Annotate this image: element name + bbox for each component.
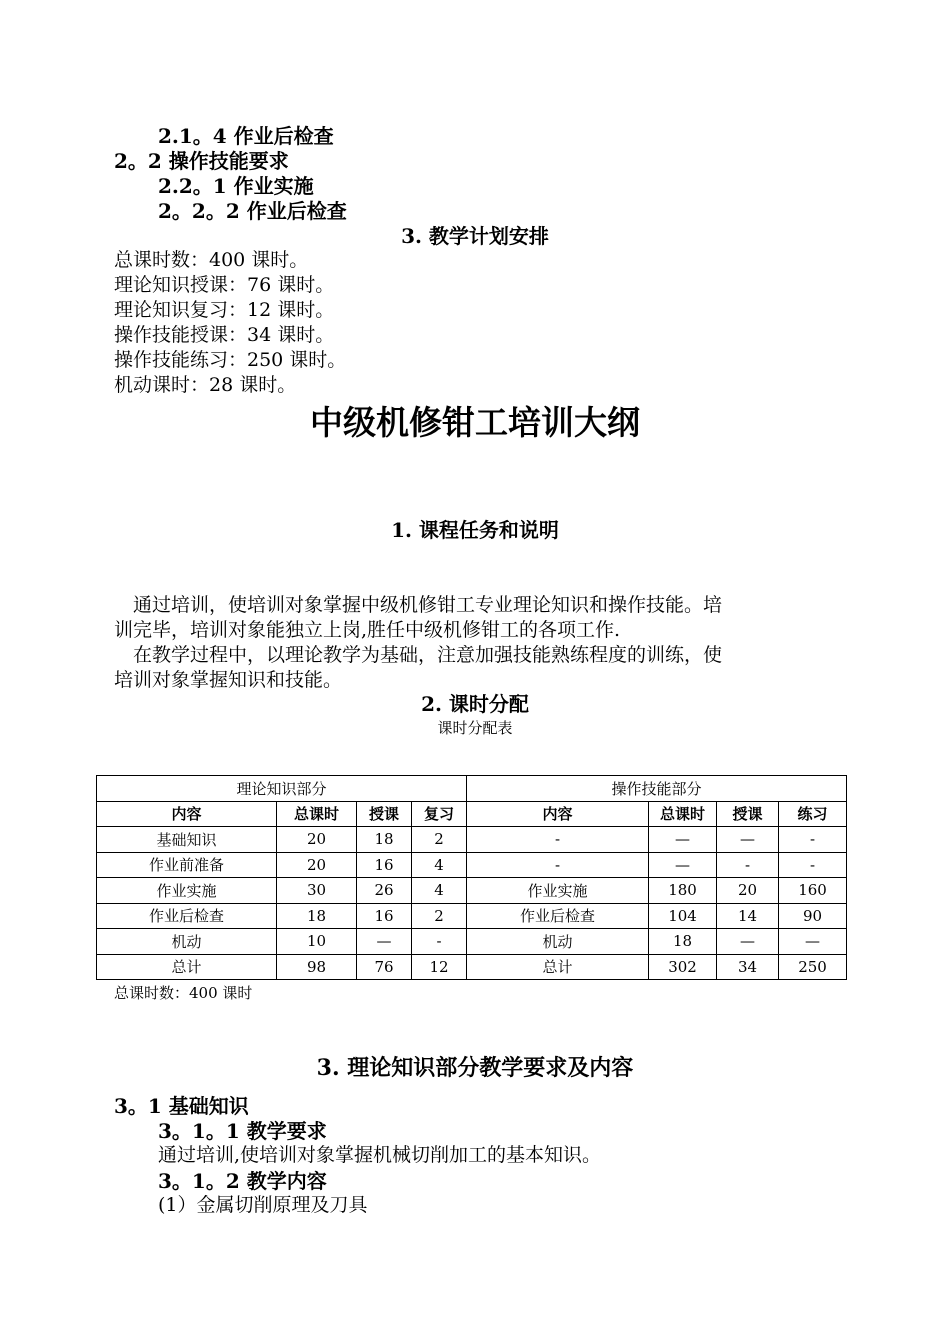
- table-cell: 14: [717, 903, 779, 929]
- table-cell: 98: [277, 954, 357, 980]
- table-cell: -: [717, 852, 779, 878]
- table-cell: 作业实施: [467, 878, 649, 904]
- heading-2-2-1: 2.2。1 作业实施: [158, 174, 314, 198]
- section-3-heading: 3. 理论知识部分教学要求及内容: [316, 1055, 634, 1081]
- table-cell: 总计: [467, 954, 649, 980]
- heading-3-1-2: 3。1。2 教学内容: [158, 1169, 327, 1193]
- column-header: 复习: [412, 801, 467, 827]
- table-cell: 34: [717, 954, 779, 980]
- plan-line: 操作技能授课：34 课时。: [114, 324, 335, 346]
- column-header: 内容: [467, 801, 649, 827]
- table-row: [97, 852, 847, 878]
- table-cell: 作业前准备: [97, 852, 277, 878]
- table-cell: 机动: [467, 929, 649, 955]
- table-row: [97, 878, 847, 904]
- section-1-paragraph: 在教学过程中，以理论教学为基础，注意加强技能熟练程度的训练，使: [133, 644, 723, 666]
- table-cell: —: [649, 852, 717, 878]
- section-1-heading: 1. 课程任务和说明: [391, 518, 559, 542]
- plan-line: 总课时数：400 课时。: [114, 249, 309, 271]
- column-header: 总课时: [277, 801, 357, 827]
- table-cell: 2: [412, 827, 467, 853]
- heading-2-1-4: 2.1。4 作业后检查: [158, 124, 334, 148]
- table-cell: 20: [277, 827, 357, 853]
- hours-allocation-table: [96, 775, 847, 980]
- table-cell: —: [649, 827, 717, 853]
- table-cell: 2: [412, 903, 467, 929]
- table-group-header-row: [97, 776, 847, 802]
- document-title: 中级机修钳工培训大纲: [310, 403, 640, 442]
- table-cell: 76: [357, 954, 412, 980]
- section-2-heading: 2. 课时分配: [421, 692, 529, 716]
- table-cell: 18: [649, 929, 717, 955]
- table-cell: 4: [412, 852, 467, 878]
- column-header: 授课: [357, 801, 412, 827]
- table-cell: 16: [357, 903, 412, 929]
- table-group-skills: 操作技能部分: [467, 776, 847, 802]
- column-header: 总课时: [649, 801, 717, 827]
- heading-2-2-2: 2。2。2 作业后检查: [158, 199, 347, 223]
- table-cell: 20: [277, 852, 357, 878]
- table-cell: 26: [357, 878, 412, 904]
- table-cell: —: [779, 929, 847, 955]
- table-group-theory: 理论知识部分: [97, 776, 467, 802]
- table-cell: 16: [357, 852, 412, 878]
- table-cell: 18: [357, 827, 412, 853]
- column-header: 练习: [779, 801, 847, 827]
- table-cell: -: [467, 827, 649, 853]
- table-cell: —: [717, 929, 779, 955]
- column-header: 授课: [717, 801, 779, 827]
- plan-heading: 3. 教学计划安排: [401, 224, 549, 248]
- table-cell: 180: [649, 878, 717, 904]
- table-cell: -: [412, 929, 467, 955]
- section-1-paragraph: 培训对象掌握知识和技能。: [114, 669, 343, 691]
- table-cell: 作业后检查: [467, 903, 649, 929]
- heading-2-2: 2。2 操作技能要求: [114, 149, 289, 173]
- table-cell: -: [779, 827, 847, 853]
- plan-line: 操作技能练习：250 课时。: [114, 349, 347, 371]
- section-3-1-1-text: 通过培训,使培训对象掌握机械切削加工的基本知识。: [158, 1144, 602, 1166]
- table-cell: 90: [779, 903, 847, 929]
- heading-3-1: 3。1 基础知识: [114, 1094, 249, 1118]
- table-cell: —: [357, 929, 412, 955]
- table-cell: -: [779, 852, 847, 878]
- section-1-paragraph: 通过培训，使培训对象掌握中级机修钳工专业理论知识和操作技能。培: [133, 594, 723, 616]
- table-row: [97, 827, 847, 853]
- table-column-header-row: [97, 801, 847, 827]
- table-cell: 作业后检查: [97, 903, 277, 929]
- column-header: 内容: [97, 801, 277, 827]
- table-cell: 18: [277, 903, 357, 929]
- table-row: [97, 929, 847, 955]
- table-total-row: [97, 954, 847, 980]
- table-cell: 10: [277, 929, 357, 955]
- table-cell: 4: [412, 878, 467, 904]
- table-cell: 基础知识: [97, 827, 277, 853]
- plan-line: 机动课时：28 课时。: [114, 374, 297, 396]
- plan-line: 理论知识授课：76 课时。: [114, 274, 335, 296]
- table-cell: 104: [649, 903, 717, 929]
- section-1-paragraph: 训完毕，培训对象能独立上岗,胜任中级机修钳工的各项工作.: [114, 619, 621, 641]
- table-row: [97, 903, 847, 929]
- table-cell: —: [717, 827, 779, 853]
- table-cell: 160: [779, 878, 847, 904]
- plan-line: 理论知识复习：12 课时。: [114, 299, 335, 321]
- table-cell: 12: [412, 954, 467, 980]
- section-3-1-2-item: (1）金属切削原理及刀具: [158, 1194, 368, 1216]
- table-cell: -: [467, 852, 649, 878]
- table-cell: 20: [717, 878, 779, 904]
- table-caption: 课时分配表: [437, 719, 513, 737]
- heading-3-1-1: 3。1。1 教学要求: [158, 1119, 327, 1143]
- table-cell: 250: [779, 954, 847, 980]
- table-cell: 30: [277, 878, 357, 904]
- table-cell: 302: [649, 954, 717, 980]
- table-note: 总课时数：400 课时: [114, 984, 253, 1002]
- table-cell: 作业实施: [97, 878, 277, 904]
- table-cell: 总计: [97, 954, 277, 980]
- table-cell: 机动: [97, 929, 277, 955]
